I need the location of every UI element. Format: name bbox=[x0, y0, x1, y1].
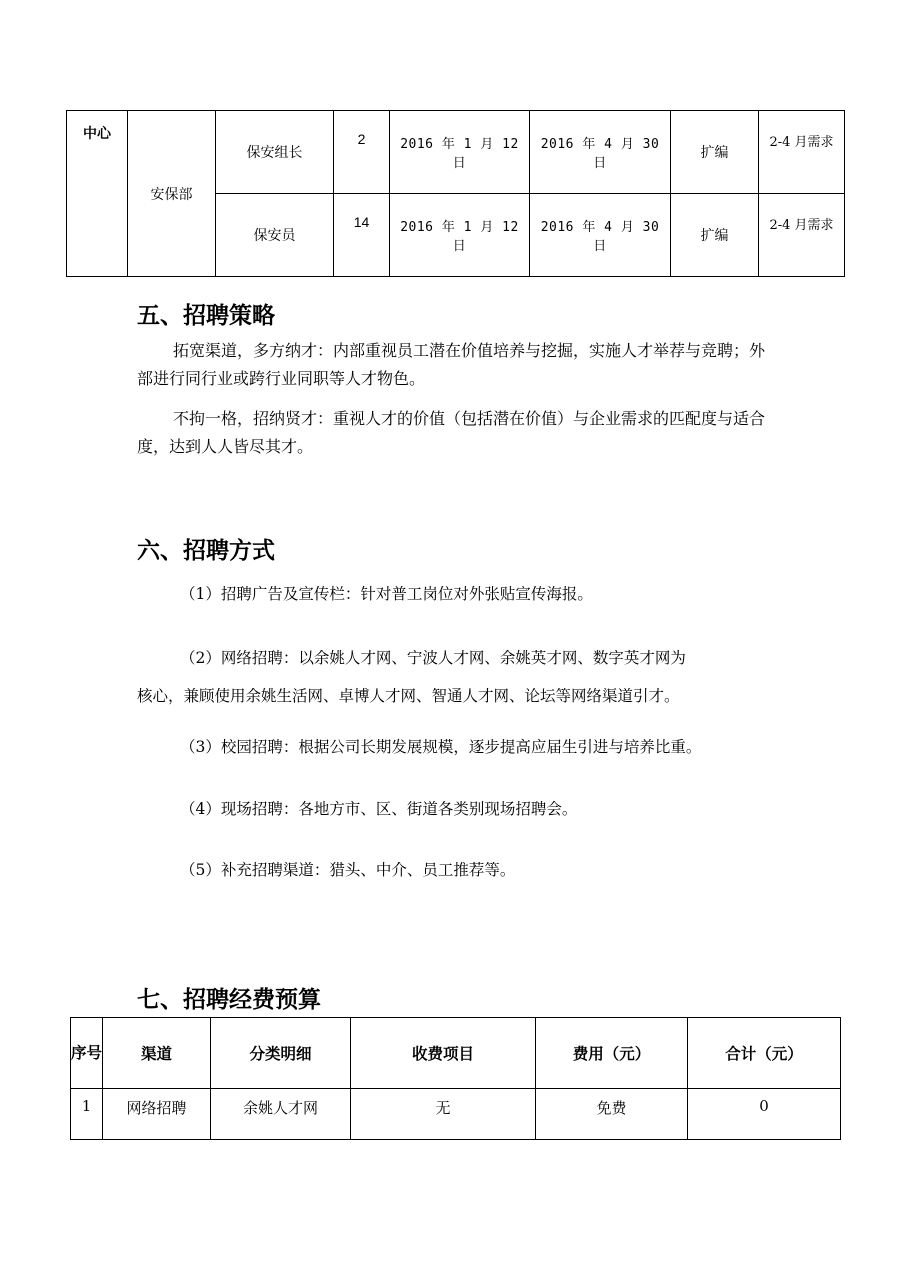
section5-paragraph-2: 不拘一格，招纳贤才：重视人才的价值（包括潜在价值）与企业需求的匹配度与适合度，达到人人皆尽其才。 bbox=[137, 409, 766, 456]
count-cell: 2 bbox=[334, 111, 390, 194]
section5-heading: 五、招聘策略 bbox=[137, 303, 275, 329]
section5-paragraph-1: 拓宽渠道，多方纳才：内部重视员工潜在价值培养与挖掘，实施人才举荐与竞聘；外部进行同行业或跨行业同职等人才物色。 bbox=[137, 341, 766, 388]
note-cell: 2-4 月需求 bbox=[759, 194, 845, 277]
end-date-cell: 2016 年 4 月 30 日 bbox=[530, 194, 671, 277]
cell-fee-item: 无 bbox=[351, 1089, 536, 1140]
count-cell: 14 bbox=[334, 194, 390, 277]
cell-index: 1 bbox=[71, 1089, 103, 1140]
start-date-cell: 2016 年 1 月 12 日 bbox=[390, 111, 530, 194]
cell-cost: 免费 bbox=[536, 1089, 688, 1140]
header-total: 合计（元） bbox=[688, 1018, 841, 1089]
section6-heading: 六、招聘方式 bbox=[137, 538, 275, 564]
reason-cell: 扩编 bbox=[671, 194, 759, 277]
header-channel: 渠道 bbox=[103, 1018, 211, 1089]
budget-table bbox=[70, 1017, 841, 1140]
center-label-cell: 中心 bbox=[67, 111, 128, 277]
method-item-3: （3）校园招聘：根据公司长期发展规模，逐步提高应届生引进与培养比重。 bbox=[180, 738, 702, 756]
table-row bbox=[67, 111, 845, 194]
reason-cell: 扩编 bbox=[671, 111, 759, 194]
start-date-cell: 2016 年 1 月 12 日 bbox=[390, 194, 530, 277]
note-cell: 2-4 月需求 bbox=[759, 111, 845, 194]
header-cost: 费用（元） bbox=[536, 1018, 688, 1089]
header-detail: 分类明细 bbox=[211, 1018, 351, 1089]
header-fee-item: 收费项目 bbox=[351, 1018, 536, 1089]
end-date-cell: 2016 年 4 月 30 日 bbox=[530, 111, 671, 194]
header-index: 序号 bbox=[71, 1018, 103, 1089]
dept-cell: 安保部 bbox=[128, 111, 216, 277]
method-item-2: （2）网络招聘：以余姚人才网、宁波人才网、余姚英才网、数字英才网为 bbox=[180, 649, 686, 667]
section7-heading: 七、招聘经费预算 bbox=[137, 987, 321, 1013]
method-item-1: （1）招聘广告及宣传栏：针对普工岗位对外张贴宣传海报。 bbox=[180, 585, 593, 603]
cell-total: 0 bbox=[688, 1089, 841, 1140]
cell-detail: 余姚人才网 bbox=[211, 1089, 351, 1140]
table-row bbox=[71, 1089, 841, 1140]
method-item-4: （4）现场招聘：各地方市、区、街道各类别现场招聘会。 bbox=[180, 800, 578, 818]
staffing-table bbox=[66, 110, 845, 277]
position-cell: 保安组长 bbox=[216, 111, 334, 194]
cell-channel: 网络招聘 bbox=[103, 1089, 211, 1140]
position-cell: 保安员 bbox=[216, 194, 334, 277]
table-header-row bbox=[71, 1018, 841, 1089]
method-item-5: （5）补充招聘渠道：猎头、中介、员工推荐等。 bbox=[180, 861, 516, 879]
method-item-2-cont: 核心，兼顾使用余姚生活网、卓博人才网、智通人才网、论坛等网络渠道引才。 bbox=[137, 687, 680, 705]
